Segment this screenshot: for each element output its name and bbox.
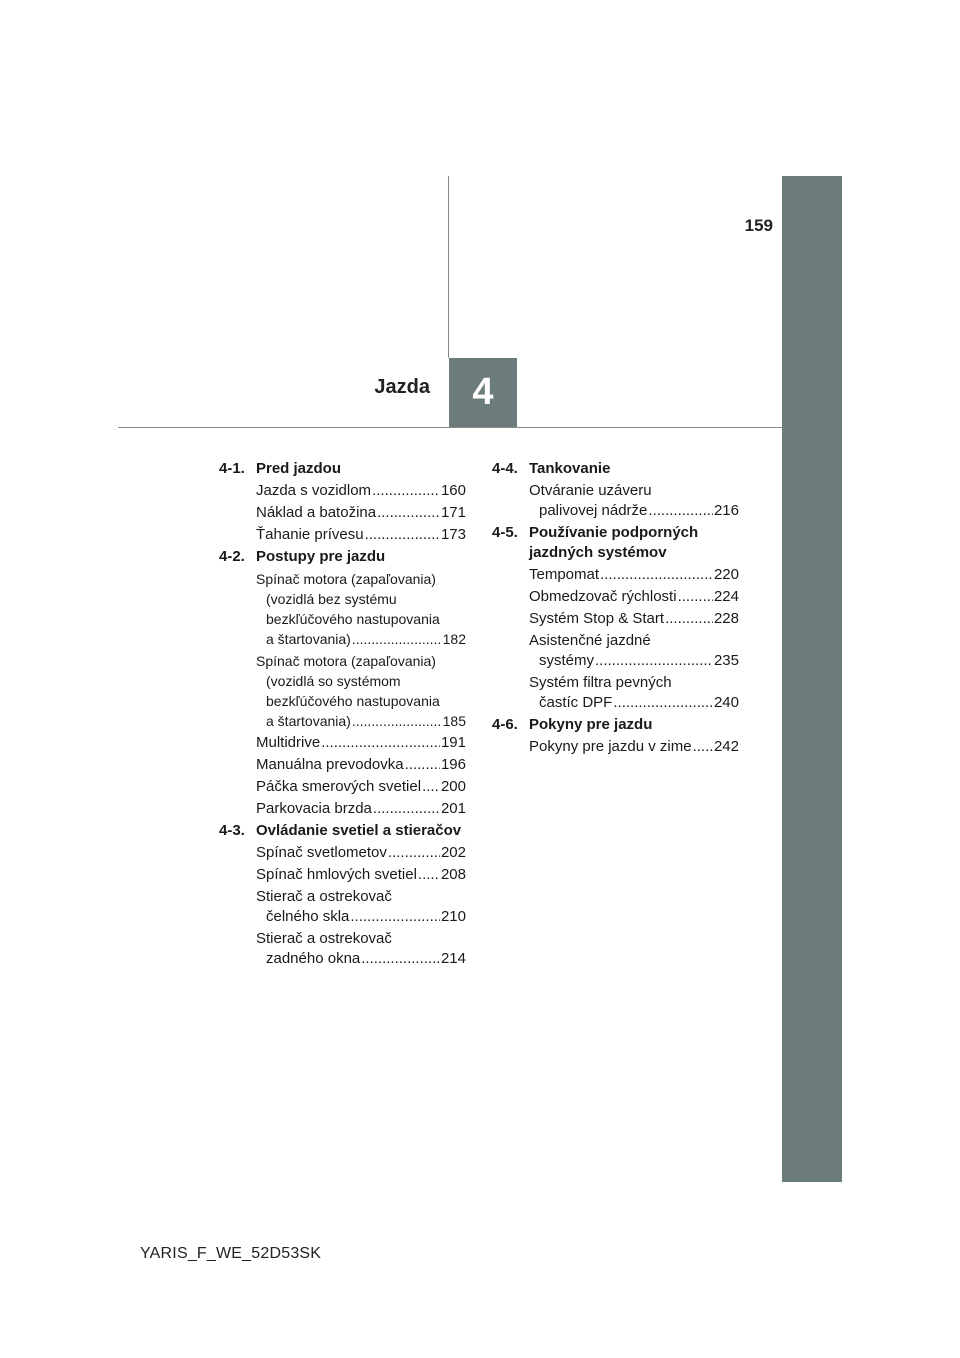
toc-entry[interactable] [256,525,466,545]
section-number: 4-4. [492,460,518,477]
toc-entry-page: 201 [440,800,466,817]
chapter-title: Jazda [374,376,430,398]
toc-entry[interactable] [529,565,739,585]
toc-entry-line: (vozidlá bez systému [266,591,397,607]
toc-entry-page: 160 [440,482,466,499]
toc-entry-leader-line [529,609,739,629]
toc-entry-leader-line [529,501,739,521]
toc-entry-line: Otváranie uzáveru [529,482,652,499]
toc-entry-leader-line [256,525,466,545]
dot-leader [613,693,713,713]
dot-leader [595,651,713,671]
toc-entry-page: 191 [440,734,466,751]
toc-entry-line: Asistenčné jazdné [529,632,651,649]
toc-entry-page: 200 [440,778,466,795]
toc-entry-label: Páčka smerových svetiel [256,778,422,795]
toc-section-heading[interactable] [219,547,466,567]
toc-entry-page: 242 [713,738,739,755]
toc-entry-page: 210 [440,908,466,925]
section-title: Pred jazdou [256,460,342,477]
toc-entry[interactable] [256,733,466,753]
toc-entry-line: bezkľúčového nastupovania [266,611,440,627]
toc-entry-label: a štartovania) [266,713,351,729]
toc-entry-page: 208 [440,866,466,883]
dot-leader [352,711,442,731]
toc-entry[interactable] [529,631,739,671]
toc-entry-page: 182 [442,631,466,647]
toc-section-heading[interactable] [492,523,739,563]
dot-leader [321,733,440,753]
dot-leader [372,481,440,501]
toc-entry[interactable] [529,737,739,757]
dot-leader [352,629,442,649]
toc-entry-line: Stierač a ostrekovač [256,888,392,905]
chapter-side-tab [782,176,842,1182]
toc-entry-page: 228 [713,610,739,627]
toc-entry-leader-line [256,755,466,775]
toc-entry-page: 202 [440,844,466,861]
dot-leader [377,503,440,523]
toc-entry[interactable] [529,587,739,607]
toc-entry-leader-line [256,629,466,649]
toc-entry[interactable] [256,799,466,819]
toc-entry[interactable] [256,865,466,885]
dot-leader [373,799,440,819]
toc-entry-leader-line [256,865,466,885]
toc-column-left [219,459,466,971]
toc-entry-line: Spínač motora (zapaľovania) [256,653,436,669]
toc-entry[interactable] [256,569,466,649]
toc-entry[interactable] [256,887,466,927]
dot-leader [418,865,440,885]
dot-leader [678,587,713,607]
toc-entry-page: 173 [440,526,466,543]
toc-entry-label: a štartovania) [266,631,351,647]
section-title: Tankovanie [529,460,611,477]
toc-entry-page: 235 [713,652,739,669]
toc-section-heading[interactable] [219,821,466,841]
section-number: 4-2. [219,548,245,565]
toc-entry-leader-line [529,651,739,671]
toc-entry-label: Multidrive [256,734,321,751]
toc-entry[interactable] [256,481,466,501]
toc-entry[interactable] [256,503,466,523]
section-title: Používanie podporných jazdných systémov [529,524,699,561]
toc-entry-label: čelného skla [266,908,350,925]
toc-entry-page: 185 [442,713,466,729]
section-title: Ovládanie svetiel a stieračov [256,822,462,839]
toc-entry-page: 216 [713,502,739,519]
toc-entry-leader-line [256,777,466,797]
toc-column-right [492,459,739,759]
toc-entry-page: 220 [713,566,739,583]
toc-entry-label: Parkovacia brzda [256,800,372,817]
toc-entry-label: Spínač svetlometov [256,844,387,861]
toc-entry[interactable] [256,651,466,731]
header-horizontal-rule [118,427,782,428]
dot-leader [350,907,440,927]
toc-entry-line: (vozidlá so systémom [266,673,401,689]
toc-entry-label: Jazda s vozidlom [256,482,372,499]
toc-entry-label: častíc DPF [539,694,613,711]
dot-leader [648,501,713,521]
toc-entry-leader-line [256,503,466,523]
toc-entry-page: 224 [713,588,739,605]
dot-leader [693,737,713,757]
toc-entry-leader-line [256,711,466,731]
toc-entry-leader-line [529,737,739,757]
toc-entry-leader-line [256,799,466,819]
toc-entry-label: Obmedzovač rýchlosti [529,588,677,605]
toc-entry-label: Náklad a batožina [256,504,377,521]
toc-entry[interactable] [256,755,466,775]
toc-entry-leader-line [256,949,466,969]
toc-entry-leader-line [256,907,466,927]
toc-entry[interactable] [529,481,739,521]
section-title: Pokyny pre jazdu [529,716,653,733]
toc-entry-line: Systém filtra pevných [529,674,672,691]
toc-entry-page: 196 [440,756,466,773]
dot-leader [600,565,713,585]
toc-entry-leader-line [529,693,739,713]
toc-entry-line: Stierač a ostrekovač [256,930,392,947]
toc-section [492,459,739,521]
toc-entry-page: 171 [440,504,466,521]
toc-entry-label: Manuálna prevodovka [256,756,404,773]
section-number: 4-1. [219,460,245,477]
toc-section [492,715,739,757]
dot-leader [365,525,440,545]
toc-entry-label: Ťahanie prívesu [256,526,364,543]
toc-entry-leader-line [256,733,466,753]
dot-leader [388,843,440,863]
toc-section-heading[interactable] [492,459,739,479]
document-code: YARIS_F_WE_52D53SK [140,1245,322,1262]
dot-leader [422,777,440,797]
toc-entry[interactable] [256,843,466,863]
toc-entry[interactable] [256,777,466,797]
toc-section [219,547,466,819]
toc-entry-label: zadného okna [266,950,361,967]
dot-leader [361,949,440,969]
toc-entry-label: Pokyny pre jazdu v zime [529,738,692,755]
section-number: 4-5. [492,524,518,541]
page-number: 159 [744,216,773,235]
toc-entry-line: Spínač motora (zapaľovania) [256,571,436,587]
header-vertical-rule [448,176,449,358]
dot-leader [405,755,440,775]
toc-entry-page: 240 [713,694,739,711]
toc-entry-leader-line [256,481,466,501]
toc-entry[interactable] [256,929,466,969]
section-title: Postupy pre jazdu [256,548,386,565]
toc-entry-line: bezkľúčového nastupovania [266,693,440,709]
toc-section-heading[interactable] [492,715,739,735]
chapter-number: 4 [472,371,494,413]
chapter-number-box [449,358,517,427]
section-number: 4-6. [492,716,518,733]
toc-entry[interactable] [529,609,739,629]
toc-entry-label: Systém Stop & Start [529,610,665,627]
toc-entry-leader-line [256,843,466,863]
toc-entry[interactable] [529,673,739,713]
section-number: 4-3. [219,822,245,839]
toc-entry-label: Spínač hmlových svetiel [256,866,417,883]
dot-leader [665,609,713,629]
toc-section [492,523,739,713]
toc-section-heading[interactable] [219,459,466,479]
toc-entry-label: systémy [539,652,595,669]
toc-section [219,459,466,545]
toc-entry-page: 214 [440,950,466,967]
toc-entry-leader-line [529,587,739,607]
toc-entry-label: palivovej nádrže [539,502,648,519]
toc-entry-label: Tempomat [529,566,600,583]
toc-section [219,821,466,969]
toc-entry-leader-line [529,565,739,585]
